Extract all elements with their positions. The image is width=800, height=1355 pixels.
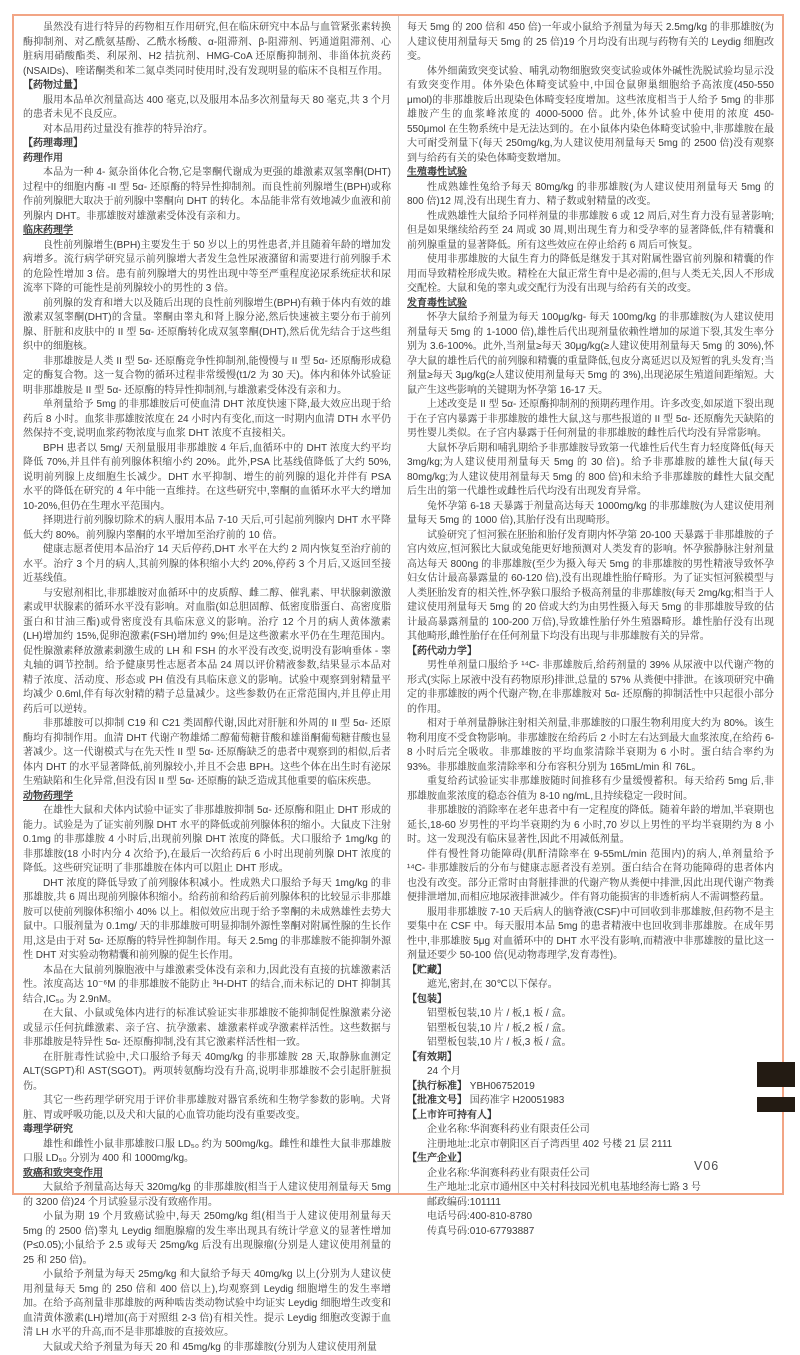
section-heading: 【批准文号】 国药准字 H20051983 — [407, 1094, 774, 1109]
paragraph: 在雄性大鼠和犬体内试验中证实了非那雄胺抑制 5α- 还原酶和阻止 DHT 形成的能力。试验是为了证实前列腺 DHT 水平的降低或前列腺体积的缩小。大鼠皮下注射 0.1mg 的非那雄胺 4 小时后,出现前列腺 DHT 浓度的降低。犬口服给予 1mg/kg 的非那雄胺(18 小时内分 4 次给予),在最后一次给药后 6 小时出现前列腺 DHT 浓度的降低。这些研究证明了非那雄胺在体内可以阻止 DHT 形成。 — [23, 804, 391, 877]
sub-heading: 致癌和致突变作用 — [23, 1167, 391, 1182]
paragraph: 健康志愿者使用本品治疗 14 天后停药,DHT 水平在大约 2 周内恢复至治疗前的水平。治疗 3 个月的病人,其前列腺的体积缩小大约 20%,停药 3 个月后,又返回至接近基线值。 — [23, 543, 391, 587]
paragraph: 在肝脏毒性试验中,犬口服给予每天 40mg/kg 的非那雄胺 28 天,取静脉血测定 ALT(SGPT)和 AST(SGOT)。两项转氨酶均没有升高,说明非那雄胺不会引起肝脏损伤。 — [23, 1051, 391, 1095]
paragraph: BPH 患者以 5mg/ 天剂量服用非那雄胺 4 年后,血循环中的 DHT 浓度大约平均降低 70%,并且伴有前列腺体积缩小约 20%。此外,PSA 比基线值降低了大约 50%,说明前列腺上皮细胞生长减少。DHT 水平抑制、增生的前列腺的退化并伴有 PSA 水平的降低在研究的 4 年中能一直维持。在这些研究中,睾酮的血循环水平大约增加 10-20%,但仍在生理水平范围内。 — [23, 442, 391, 515]
paragraph: 前列腺的发育和增大以及随后出现的良性前列腺增生(BPH)有赖于体内有效的雄激素双氢睾酮(DHT)的含量。睾酮由睾丸和肾上腺分泌,然后快速被主要分布于前列腺、肝脏和皮肤中的 II 型 5α- 还原酶转化成双氢睾酮(DHT),然后优先结合于这些组织中的细胞核。 — [23, 297, 391, 355]
paragraph: 兔怀孕第 6-18 天暴露于剂量高达每天 1000mg/kg 的非那雄胺(为人建议使用剂量每天 5mg 的 1000 倍),其胎仔没有出现畸形。 — [407, 500, 774, 529]
paragraph: 小鼠为期 19 个月致癌试验中,每天 250mg/kg 组(相当于人建议使用剂量每天 5mg 的 2500 倍)睾丸 Leydig 细胞腺瘤的发生率出现具有统计学意义的显著性增加(P≤0.05);小鼠给予 2.5 或每天 25mg/kg 后没有出现腺瘤(分别是人建议使用剂量的 25 和 250 倍)。 — [23, 1210, 391, 1268]
paragraph: 大鼠怀孕后期和哺乳期给予非那雄胺导致第一代雄性后代生育力轻度降低(每天 3mg/kg;为人建议使用剂量每天 5mg 的 30 倍)。给予非那雄胺的雄性大鼠(每天 80mg/kg;为人建议使用剂量每天 5mg 的 800 倍)和未给予非那雄胺的雌性大鼠交配后生出的第一代雄性或雌性后代均没有出现发育异常。 — [407, 442, 774, 500]
heading-label: 【批准文号】 — [407, 1095, 467, 1106]
paragraph: 男性单剂量口服给予 ¹⁴C- 非那雄胺后,给药剂量的 39% 从尿液中以代谢产物的形式(实际上尿液中没有药物原形)排泄,总量的 57% 从粪便中排泄。在该项研究中确定的非那雄胺的两个代谢产物,在非那雄胺对 5α- 还原酶的抑制活性中只起很小部分的作用。 — [407, 659, 774, 717]
paragraph: 本品为一种 4- 氮杂甾体化合物,它是睾酮代谢成为更强的雄激素双氢睾酮(DHT)过程中的细胞内酶 -II 型 5α- 还原酶的特异性抑制剂。而良性前列腺增生(BPH)或称作前列腺肥大取决于前列腺中睾酮向 DHT 的转化。本品能非常有效地减少血液和前列腺内 DHT。非那雄胺对雄激素受体没有亲和力。 — [23, 166, 391, 224]
paragraph: 非那雄胺是人类 II 型 5α- 还原酶竞争性抑制剂,能慢慢与 II 型 5α- 还原酶形成稳定的酶复合物。这一复合物的循环过程非常缓慢(t1/2 为 30 天)。体内和体外试验证明非那雄胺是 II 型 5α- 还原酶的特异性抑制剂,与雄激素受体没有亲和力。 — [23, 355, 391, 399]
paragraph: 小鼠给予剂量为每天 25mg/kg 和大鼠给予每天 40mg/kg 以上(分别为人建议使用剂量每天 5mg 的 250 倍和 400 倍以上),均观察到 Leydig 细胞增生的发生率增加。在给予高剂量非那雄胺的两种啮齿类动物试验中均证实 Leydig 细胞增生改变和血清黄体激素(LH)增加(高于对照组 2-3 倍)有相关性。提示 Leydig 细胞改变源于血清 LH 水平的升高,而不是非那雄胺的直接效应。 — [23, 1268, 391, 1341]
section-heading: 【执行标准】 YBH06752019 — [407, 1080, 774, 1095]
heading-label: 【执行标准】 — [407, 1081, 467, 1092]
paragraph: 单剂量给予 5mg 的非那雄胺后可使血清 DHT 浓度快速下降,最大效应出现于给药后 8 小时。血浆非那雄胺浓度在 24 小时内有变化,而这一时期内血清 DTH 水平仍然保持不变,说明血浆药物浓度与血浆 DHT 浓度不直接相关。 — [23, 398, 391, 442]
paragraph: 邮政编码:101111 — [407, 1196, 774, 1211]
section-heading: 【生产企业】 — [407, 1152, 774, 1167]
print-registration-mark-1 — [757, 1062, 795, 1087]
paragraph: 择期进行前列腺切除术的病人服用本品 7-10 天后,可引起前列腺内 DHT 水平降低大约 80%。前列腺内睾酮的水平增加至治疗前的 10 倍。 — [23, 514, 391, 543]
paragraph: 虽然没有进行特异的药物相互作用研究,但在临床研究中本品与血管紧张素转换酶抑制剂、对乙酰氨基酚、乙酰水杨酸、α-阻滞剂、β-阻滞剂、钙通道阻滞剂、心脏病用硝酸酯类、利尿剂、H2 拮抗剂、HMG-CoA 还原酶抑制剂、非甾体抗炎药(NSAIDs)、喹诺酮类和苯二氮卓类同时使用时,没有发现明显的临床不良相互作用。 — [23, 21, 391, 79]
paragraph: DHT 浓度的降低导致了前列腺体积减小。性成熟犬口服给予每天 1mg/kg 的非那雄胺,共 6 周出现前列腺体积缩小。给药前和给药后前列腺体积的比较显示非那雄胺可以使前列腺体积缩小 40% 以上。相似效应出现于给予睾酮的未成熟雄性去势大鼠中。口服剂量为 0.1mg/ 天的非那雄胺可明显抑制外源性睾酮对附属性腺的生长作用,这是由于对 5α- 还原酶的特异性抑制作用。每天 2.5mg 的非那雄胺不能抑制外源性 DHT 对实验动物精囊和前列腺的促生长作用。 — [23, 877, 391, 964]
paragraph: 注册地址:北京市朝阳区百子湾西里 402 号楼 21 层 2111 — [407, 1138, 774, 1153]
paragraph: 遮光,密封,在 30℃以下保存。 — [407, 978, 774, 993]
section-heading: 【包装】 — [407, 993, 774, 1008]
paragraph: 电话号码:400-810-8780 — [407, 1210, 774, 1225]
paragraph: 性成熟雄性大鼠给予同样剂量的非那雄胺 6 或 12 周后,对生育力没有显著影响;但是如果继续给药至 24 周或 30 周,则出现生育力和受孕率的显著降低,伴有精囊和前列腺重量的显著降低。所有这些效应在停止给药 6 周后可恢复。 — [407, 210, 774, 254]
paragraph: 企业名称:华润赛科药业有限责任公司 — [407, 1123, 774, 1138]
paragraph: 与安慰剂相比,非那雄胺对血循环中的皮质醇、雌二醇、催乳素、甲状腺刺激激素或甲状腺素的循环水平没有影响。对血脂(如总胆固醇、低密度脂蛋白、高密度脂蛋白和甘油三酯)或骨密度没有具临床意义的影响。治疗 12 个月的病人黄体激素(LH)增加约 15%,促卵泡激素(FSH)增加约 9%;但是这些激素水平仍在生理范围内。促性腺激素释放激素刺激生成的 LH 和 FSH 的水平没有改变,说明没有影响垂体 - 睾丸轴的调节控制。给予健康男性志愿者本品 24 周以评价精液参数,结果显示本品对精子浓度、活动度、形态或 PH 值没有具临床意义的影响。试验中观察到射精量平均减少 0.6ml,伴有每次射精的精子总量减少。这些参数仍在正常范围内,并且停止用药后可以逆转。 — [23, 587, 391, 718]
paragraph: 其它一些药理学研究用于评价非那雄胺对器官系统和生物学参数的影响。犬肾脏、胃或呼吸功能,以及犬和大鼠的心血管功能均没有重要改变。 — [23, 1094, 391, 1123]
version-label: V06 — [694, 1159, 719, 1173]
paragraph: 非那雄胺的消除率在老年患者中有一定程度的降低。随着年龄的增加,半衰期也延长,18-60 岁男性的平均半衰期约为 6 小时,70 岁以上男性的平均半衰期约为 8 小时。这一发现没有临床显著性,因此不用减低剂量。 — [407, 804, 774, 848]
paragraph: 重复给药试验证实非那雄胺随时间推移有少量缓慢蓄积。每天给药 5mg 后,非那雄胺血浆浓度的稳态谷值为 8-10 ng/mL,且持续稳定一段时间。 — [407, 775, 774, 804]
paragraph: 使用非那雄胺的大鼠生育力的降低是继发于其对附属性器官前列腺和精囊的作用而导致精栓形成失败。精栓在大鼠正常生育中是必需的,但与人类无关,因人不形成交配栓。大鼠和兔的睾丸或交配行为没有出现与给药有关的改变。 — [407, 253, 774, 297]
paragraph: 生产地址:北京市通州区中关村科技园光机电基地经海七路 3 号 — [407, 1181, 774, 1196]
section-heading: 【上市许可持有人】 — [407, 1109, 774, 1124]
paragraph: 每天 5mg 的 200 倍和 450 倍)一年或小鼠给予剂量为每天 2.5mg/kg 的非那雄胺(为人建议使用剂量每天 5mg 的 25 倍)19 个月均没有出现与药物有关的 Leydig 细胞改变。 — [407, 21, 774, 65]
paragraph: 伴有慢性肾功能障碍(肌酐清除率在 9-55mL/min 范围内)的病人,单剂量给予 ¹⁴C- 非那雄胺后的分布与健康志愿者没有差别。蛋白结合在肾功能障碍的患者体内也没有改变。部分正常时由肾脏排泄的代谢产物从粪便中排泄,因此出现代谢产物粪便排泄增加,而相应地尿液排泄减少。伴有肾功能损害的非透析病人不需调整药量。 — [407, 848, 774, 906]
sub-heading: 药理作用 — [23, 152, 391, 167]
print-registration-mark-2 — [757, 1097, 795, 1112]
paragraph: 大鼠或犬给予剂量为每天 20 和 45mg/kg 的非那雄胺(分别为人建议使用剂量 — [23, 1341, 391, 1355]
sub-heading: 临床药理学 — [23, 224, 391, 239]
paragraph: 怀孕大鼠给予剂量为每天 100μg/kg- 每天 100mg/kg 的非那雄胺(为人建议使用剂量每天 5mg 的 1-1000 倍),雄性后代出现剂量依赖性增加的尿道下裂,其发生率分别为 3.6-100%。此外,当剂量≥每天 30μg/kg(≥人建议使用剂量每天 5mg 的 30%),怀孕大鼠的雄性后代的前列腺和精囊的重量降低,包皮分离延迟以及短暂的乳头发育;当剂量≥每天 3μg/kg(≥人建议使用剂量每天 5mg 的 3%),出现泌尿生殖道间距缩短。大鼠产生这些影响的关键期为怀孕第 16-17 天。 — [407, 311, 774, 398]
paragraph: 传真号码:010-67793887 — [407, 1225, 774, 1240]
paragraph: 铝塑板包装,10 片 / 板,1 板 / 盒。 — [407, 1007, 774, 1022]
paragraph: 本品在大鼠前列腺胞液中与雄激素受体没有亲和力,因此没有直接的抗雄激素活性。浓度高达 10⁻⁶M 的非那雄胺不能防止 ³H-DHT 的结合,而未标记的 DHT 抑制其结合,IC₅₀ 为 2.9nM。 — [23, 964, 391, 1008]
paragraph: 铝塑板包装,10 片 / 板,3 板 / 盒。 — [407, 1036, 774, 1051]
paragraph: 大鼠给予剂量高达每天 320mg/kg 的非那雄胺(相当于人建议使用剂量每天 5mg 的 3200 倍)24 个月试验显示没有致癌作用。 — [23, 1181, 391, 1210]
paragraph: 服用本品单次剂量高达 400 毫克,以及服用本品多次剂量每天 80 毫克,共 3 个月的患者未见不良反应。 — [23, 94, 391, 123]
paragraph: 对本品用药过量没有推荐的特异治疗。 — [23, 123, 391, 138]
section-heading: 【贮藏】 — [407, 964, 774, 979]
sub-heading: 毒理学研究 — [23, 1123, 391, 1138]
paragraph: 性成熟雄性兔给予每天 80mg/kg 的非那雄胺(为人建议使用剂量每天 5mg 的 800 倍)12 周,没有出现生育力、精子数或射精量的改变。 — [407, 181, 774, 210]
paragraph: 上述改变是 II 型 5α- 还原酶抑制剂的预期药理作用。许多改变,如尿道下裂出现于在子宫内暴露于非那雄胺的雄性大鼠,这与那些报道的 II 型 5α- 还原酶先天缺陷的男性婴儿类似。在子宫内暴露于任何剂量的非那雄胺的雌性后代均没有异常影响。 — [407, 398, 774, 442]
paragraph: 服用非那雄胺 7-10 天后病人的脑脊液(CSF)中可回收到非那雄胺,但药物不是主要集中在 CSF 中。每天服用本品 5mg 的患者精液中也回收到非那雄胺。在成年男性中,非那雄胺 5μg 对血循环中的 DHT 水平没有影响,而精液中非那雄胺的量比这一剂量还要少 50-100 倍(见动物毒理学,发育毒性)。 — [407, 906, 774, 964]
paragraph: 试验研究了恒河猴在胚胎和胎仔发育期内怀孕第 20-100 天暴露于非那雄胺的子宫内效应,恒河猴比大鼠或兔能更好地预测对人类发育的影响。怀孕猴静脉注射剂量高达每天 800ng 的非那雄胺(至少为摄入每天 5mg 的非那雄胺的男性精液导致怀孕妇女估计最高暴露量的 60-120 倍),没有出现雄性胎仔畸形。为了证实恒河猴模型与人类胚胎发育的相关性,怀孕猴口服给予极高剂量的非那雄胺(每天 2mg/kg;相当于人建议使用剂量每天 5mg 的 20 倍或大约为由男性摄入每天 5mg 的非那雄胺导致的估计最高暴露剂量的 100-200 万倍),导致雄性胎仔外生殖器畸形。雄性胎仔没有出现其他畸形,雌性胎仔在任何剂量下均没有出现与非那雄胺有关的异常。 — [407, 529, 774, 645]
sub-heading: 动物药理学 — [23, 790, 391, 805]
sub-heading: 发育毒性试验 — [407, 297, 774, 312]
right-column — [399, 16, 782, 1193]
paragraph: 雄性和雌性小鼠非那雄胺口服 LD₅₀ 约为 500mg/kg。雌性和雄性大鼠非那雄胺口服 LD₅₀ 分别为 400 和 1000mg/kg。 — [23, 1138, 391, 1167]
sub-heading: 生殖毒性试验 — [407, 166, 774, 181]
paragraph: 体外细菌致突变试验、哺乳动物细胞致突变试验或体外碱性洗脱试验均显示没有致突变作用。体外染色体畸变试验中,中国仓鼠卵巢细胞给予高浓度(450-550 μmol)的非那雄胺后出现染色体畸变轻度增加。这些浓度相当于人给予 5mg 的非那雄胺产生的血浆峰浓度的 4000-5000 倍。此外,体外试验中使用的浓度 450-550μmol 在生物系统中是无法达到的。在小鼠体内染色体畸变试验中,非那雄胺在最大可耐受剂量下(每天 250mg/kg,为人建议使用剂量每天 5mg 的 2500 倍)没有观察到与给药有关的染色体畸变数增加。 — [407, 65, 774, 167]
section-heading: 【药理毒理】 — [23, 137, 391, 152]
paragraph: 相对于单剂量静脉注射相关剂量,非那雄胺的口服生物利用度大约为 80%。该生物利用度不受食物影响。非那雄胺在给药后 2 小时左右达到最大血浆浓度,在给药 6-8 小时后完全吸收。非那雄胺的平均血浆清除半衰期为 6 小时。蛋白结合率约为 93%。非那雄胺血浆清除率和分布容积分别为 165mL/min 和 76L。 — [407, 717, 774, 775]
section-heading: 【药物过量】 — [23, 79, 391, 94]
left-column — [14, 16, 398, 1193]
section-heading: 【药代动力学】 — [407, 645, 774, 660]
paragraph: 企业名称:华润赛科药业有限责任公司 — [407, 1167, 774, 1182]
paragraph: 24 个月 — [407, 1065, 774, 1080]
paragraph: 良性前列腺增生(BPH)主要发生于 50 岁以上的男性患者,并且随着年龄的增加发病增多。流行病学研究显示前列腺增大者发生急性尿液潴留和需要进行前列腺手术的危险性增加 3 倍。患有前列腺增大的男性出现中等至严重程度泌尿系统症状和尿流率下降的可能性是前列腺较小的男性的 3 倍。 — [23, 239, 391, 297]
text-columns — [14, 16, 782, 1193]
section-heading: 【有效期】 — [407, 1051, 774, 1066]
paragraph: 在大鼠、小鼠或兔体内进行的标准试验证实非那雄胺不能抑制促性腺激素分泌或显示任何抗雌激素、亲子宫、抗孕激素、雄激素样或孕激素样活性。这些数据与非那雄胺是特异性 5α- 还原酶抑制,没有其它激素样活性相一致。 — [23, 1007, 391, 1051]
paragraph: 铝塑板包装,10 片 / 板,2 板 / 盒。 — [407, 1022, 774, 1037]
paragraph: 非那雄胺可以抑制 C19 和 C21 类固醇代谢,因此对肝脏和外周的 II 型 5α- 还原酶均有抑制作用。血清 DHT 代谢产物雄烯二醇葡萄糖苷酸和雄甾酮葡萄糖苷酸也显著减少。这一代谢模式与在先天性 II 型 5α- 还原酶缺乏的患者中观察到的相似,后者体内 DHT 的水平显著降低,前列腺较小,并且不会患 BPH。这些个体在出生时有泌尿生殖缺陷和生化异常,但没有因 II 型 5α- 还原酶的缺乏造成其他重要的临床疾患。 — [23, 717, 391, 790]
